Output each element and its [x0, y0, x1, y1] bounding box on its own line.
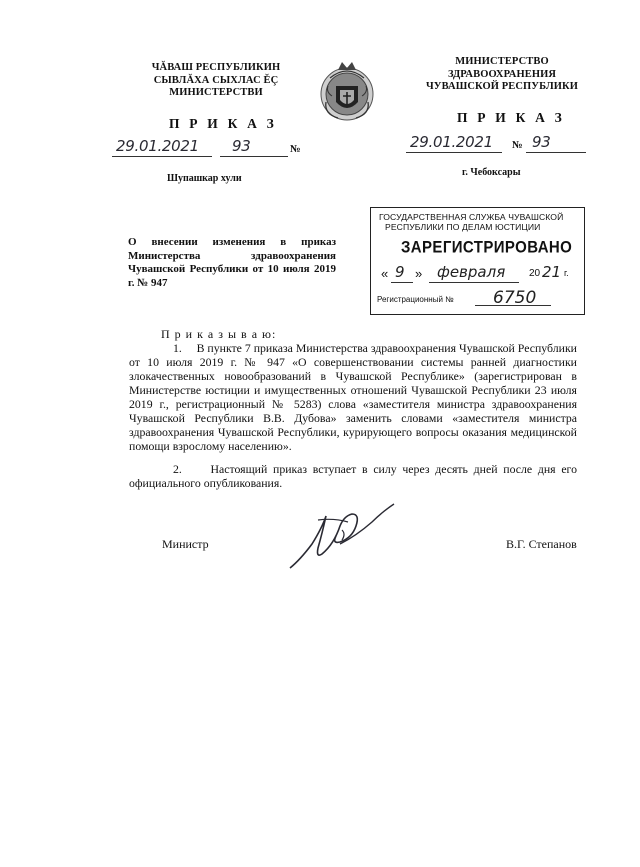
stamp-day: 9: [395, 263, 405, 281]
signature-position: Министр: [162, 537, 209, 551]
left-date-underline: [112, 156, 212, 157]
stamp-reg-underline: [475, 305, 551, 306]
handwritten-signature: [282, 500, 402, 575]
coat-of-arms-emblem: [316, 56, 378, 126]
body-paragraph-2: 2. Настоящий приказ вступает в силу через десять дней после дня его официального опубликования.: [129, 462, 577, 490]
right-header: [404, 56, 600, 94]
right-date-underline: [406, 152, 502, 153]
order-subject: О внесении изменения в приказ Министерства здравоохранения Чувашской Республики от 10 июля 2019 г. № 947: [128, 236, 336, 289]
right-header-line3: ЧУВАШСКОЙ РЕСПУБЛИКИ: [425, 81, 579, 92]
left-header-line3: МИНИСТЕРСТВИ: [169, 87, 263, 98]
right-number-label: №: [512, 140, 523, 151]
signature-name: В.Г. Степанов: [506, 537, 577, 551]
stamp-month-underline: [429, 282, 519, 283]
stamp-quote-close: »: [415, 266, 423, 281]
left-number-underline: [220, 156, 288, 157]
stamp-line2: РЕСПУБЛИКИ ПО ДЕЛАМ ЮСТИЦИИ: [385, 222, 541, 232]
body-paragraph-1: 1. В пункте 7 приказа Министерства здравоохранения Чувашской Республики от 10 июля 2019 г. № 947 «О совершенствовании системы ранней диагностики злокачественных новообразований в Чувашской Республике» (зарегистрирован в Министерстве юстиции и имущественных отношений Чувашской Республики 23 июля 2019 г., регистрационный № 5283) слова «заместителя министра здравоохранения Чувашской Республики В.В. Дубова» заменить словами «заместителя министра здравоохранения Чувашской Республики, курирующего вопросы оказания медицинской помощи взрослому населению».: [129, 341, 577, 453]
right-order-title: П Р И К А З: [457, 110, 565, 125]
stamp-reg-number: 6750: [493, 288, 537, 308]
left-order-number: 93: [232, 137, 251, 155]
stamp-year-prefix: 20: [529, 268, 541, 279]
right-number-underline: [526, 152, 586, 153]
left-header: [118, 62, 314, 100]
left-order-date: 29.01.2021: [116, 137, 199, 155]
left-header-line2: СЫВЛĂХА СЫХЛАС ĔÇ: [153, 74, 279, 86]
right-header-line2: ЗДРАВООХРАНЕНИЯ: [447, 68, 557, 80]
left-header-line1: ЧĂВАШ РЕСПУБЛИКИН: [151, 62, 281, 73]
stamp-line1: ГОСУДАРСТВЕННАЯ СЛУЖБА ЧУВАШСКОЙ: [379, 212, 564, 222]
left-number-label: №: [290, 144, 301, 155]
stamp-year-unit: г.: [564, 268, 569, 278]
left-order-title: П Р И К А З: [169, 116, 277, 131]
stamp-year-suffix: 21: [542, 263, 562, 281]
body-intro: П р и к а з ы в а ю:: [161, 327, 277, 341]
stamp-day-underline: [391, 282, 413, 283]
stamp-status: ЗАРЕГИСТРИРОВАНО: [401, 237, 573, 258]
registration-stamp: [370, 207, 585, 315]
right-order-place: г. Чебоксары: [462, 167, 521, 178]
stamp-reg-label: Регистрационный №: [377, 295, 454, 304]
left-order-place: Шупашкар хули: [167, 173, 242, 184]
stamp-quote-open: «: [381, 266, 389, 281]
stamp-month: февраля: [437, 263, 506, 281]
right-order-date: 29.01.2021: [410, 133, 493, 151]
right-header-line1: МИНИСТЕРСТВО: [455, 56, 549, 67]
right-order-number: 93: [532, 133, 551, 151]
